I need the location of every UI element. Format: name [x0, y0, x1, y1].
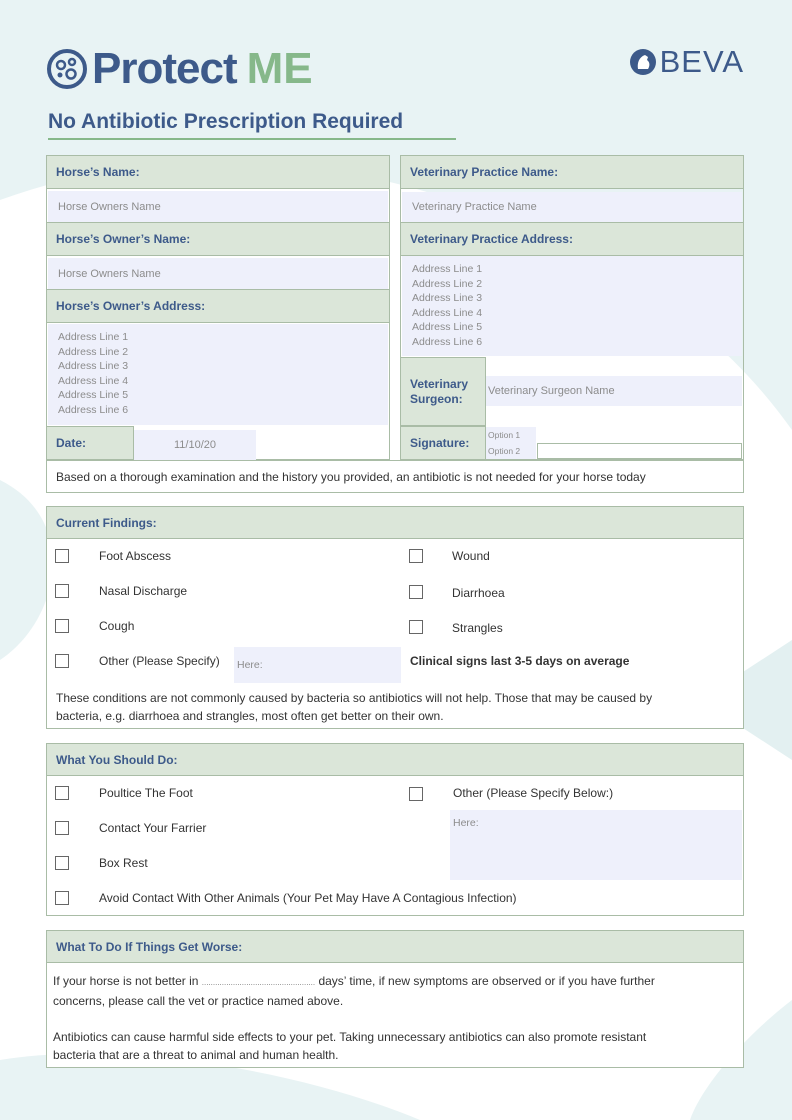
- box-rest-checkbox[interactable]: [55, 856, 69, 870]
- signature-label: Signature:: [400, 426, 486, 460]
- practice-address-line: Address Line 4: [412, 306, 483, 319]
- horse-name-label: Horse’s Name:: [46, 155, 390, 189]
- diarrhoea-label: Diarrhoea: [452, 586, 505, 600]
- worse-line-1-before: If your horse is not better in: [53, 974, 199, 988]
- worse-paragraph-1: [53, 972, 655, 1010]
- title-underline: [48, 138, 456, 140]
- signature-option-1[interactable]: Option 1: [486, 427, 536, 443]
- poultice-label: Poultice The Foot: [99, 786, 193, 800]
- date-label: Date:: [46, 426, 134, 460]
- practice-address-line: Address Line 2: [412, 277, 483, 290]
- owner-address-line: Address Line 6: [58, 403, 129, 416]
- surgeon-label: [400, 357, 486, 426]
- worse-paragraph-2: [53, 1028, 646, 1064]
- avoid-contact-label: Avoid Contact With Other Animals (Your Pet May Have A Contagious Infection): [99, 891, 517, 905]
- practice-address-line: Address Line 6: [412, 335, 483, 348]
- signature-option-2[interactable]: Option 2: [486, 443, 536, 459]
- cough-label: Cough: [99, 619, 135, 633]
- surgeon-label-line-1: Veterinary: [410, 376, 469, 391]
- worse-line-4: bacteria that are a threat to animal and human health.: [53, 1048, 339, 1062]
- todo-header: What You Should Do:: [46, 743, 744, 776]
- practice-name-label: Veterinary Practice Name:: [400, 155, 744, 189]
- practice-address-line: Address Line 1: [412, 263, 483, 275]
- worse-line-1-after: days’ time, if new symptoms are observed or if you have further: [318, 974, 655, 988]
- surgeon-label-line-2: Surgeon:: [410, 391, 463, 406]
- owner-address-line: Address Line 2: [58, 345, 129, 358]
- poultice-checkbox[interactable]: [55, 786, 69, 800]
- farrier-checkbox[interactable]: [55, 821, 69, 835]
- strangles-label: Strangles: [452, 621, 503, 635]
- worse-line-3: Antibiotics can cause harmful side effects to your pet. Taking unnecessary antibiotics can also promote resistant: [53, 1030, 647, 1044]
- worse-line-1: [53, 972, 655, 992]
- foot-abscess-label: Foot Abscess: [99, 549, 172, 563]
- practice-address-line: Address Line 3: [412, 292, 483, 305]
- cough-checkbox[interactable]: [55, 619, 69, 633]
- protect-me-logo: [46, 44, 313, 94]
- other-finding-label: Other (Please Specify): [99, 654, 220, 668]
- owner-address-label: Horse’s Owner’s Address:: [46, 289, 390, 323]
- nasal-discharge-checkbox[interactable]: [55, 584, 69, 598]
- findings-note-line-2: bacteria, e.g. diarrhoea and strangles, most often get better on their own.: [56, 709, 444, 723]
- date-field[interactable]: 11/10/20: [134, 430, 256, 460]
- horse-head-icon: [629, 48, 657, 76]
- diarrhoea-checkbox[interactable]: [409, 585, 423, 599]
- farrier-label: Contact Your Farrier: [99, 821, 207, 835]
- other-action-label: Other (Please Specify Below:): [453, 786, 614, 800]
- page-title: No Antibiotic Prescription Required: [48, 110, 404, 133]
- nasal-discharge-label: Nasal Discharge: [99, 584, 188, 598]
- owner-name-label: Horse’s Owner’s Name:: [46, 222, 390, 256]
- owner-address-line: Address Line 4: [58, 374, 129, 387]
- other-finding-checkbox[interactable]: [55, 654, 69, 668]
- other-action-field[interactable]: Here:: [450, 810, 742, 880]
- practice-address-line: Address Line 5: [412, 321, 483, 334]
- findings-header: Current Findings:: [46, 506, 744, 539]
- owner-address-line: Address Line 3: [58, 360, 129, 373]
- worse-header: What To Do If Things Get Worse:: [46, 930, 744, 963]
- other-action-checkbox[interactable]: [409, 787, 423, 801]
- practice-name-field[interactable]: Veterinary Practice Name: [402, 192, 742, 222]
- beva-logo: [629, 44, 744, 80]
- findings-note: [56, 689, 652, 725]
- surgeon-field[interactable]: Veterinary Surgeon Name: [486, 376, 742, 406]
- other-finding-field[interactable]: Here:: [234, 647, 401, 683]
- days-blank-field[interactable]: ...................................................: [201, 978, 316, 987]
- wound-checkbox[interactable]: [409, 549, 423, 563]
- wound-label: Wound: [452, 549, 490, 563]
- signature-field[interactable]: [537, 443, 742, 459]
- owner-address-line: Address Line 1: [58, 331, 129, 343]
- strangles-checkbox[interactable]: [409, 620, 423, 634]
- findings-note-line-1: These conditions are not commonly caused by bacteria so antibiotics will not help. Those that may be caused by: [56, 691, 653, 705]
- bacteria-icon: [46, 48, 88, 90]
- avoid-contact-checkbox[interactable]: [55, 891, 69, 905]
- foot-abscess-checkbox[interactable]: [55, 549, 69, 563]
- logo-me-text: ME: [246, 44, 313, 93]
- statement-text: Based on a thorough examination and the history you provided, an antibiotic is not needed for your horse today: [56, 470, 646, 484]
- practice-address-field[interactable]: [402, 256, 742, 356]
- logo-protect-text: Protect: [92, 44, 237, 93]
- box-rest-label: Box Rest: [99, 856, 148, 870]
- owner-address-line: Address Line 5: [58, 389, 129, 402]
- worse-line-2: concerns, please call the vet or practice named above.: [53, 994, 344, 1008]
- horse-name-field[interactable]: Horse Owners Name: [48, 191, 388, 222]
- beva-text: BEVA: [659, 44, 744, 79]
- clinical-signs-note: Clinical signs last 3-5 days on average: [410, 654, 630, 668]
- owner-name-field[interactable]: Horse Owners Name: [48, 258, 388, 289]
- owner-address-field[interactable]: [48, 324, 388, 425]
- practice-address-label: Veterinary Practice Address:: [400, 222, 744, 256]
